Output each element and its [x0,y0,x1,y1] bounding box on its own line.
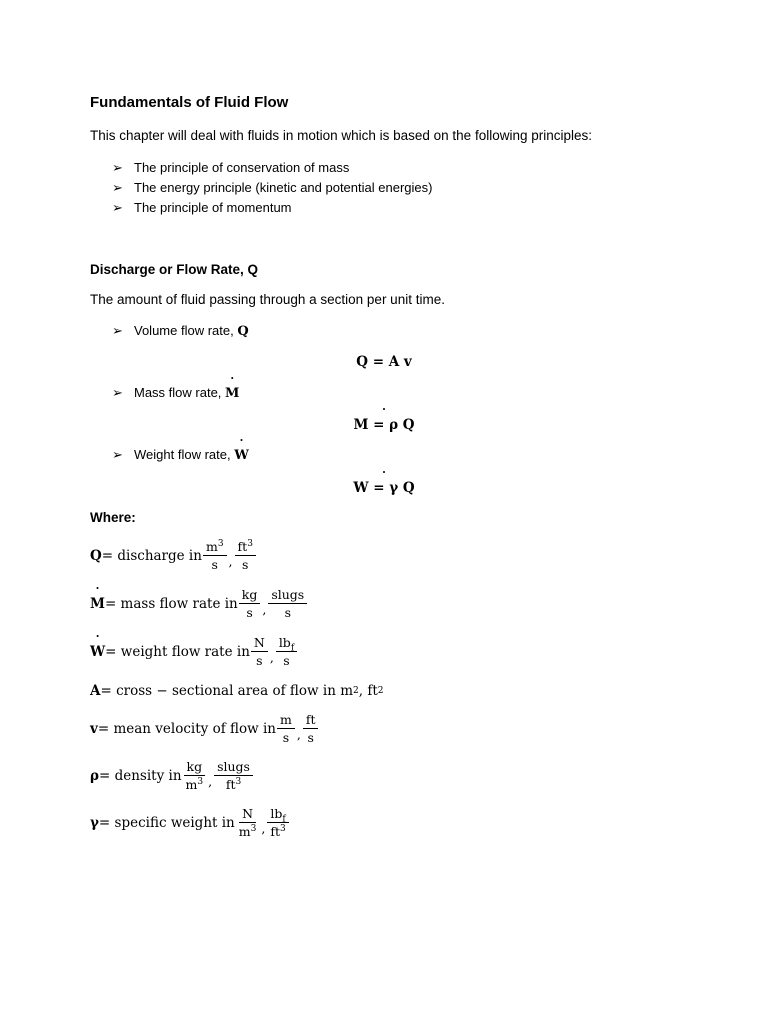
unit-fraction [276,636,297,667]
unit-denominator: ft [225,777,236,793]
unit-numerator: lb [278,635,291,650]
volume-flow-equation: Q = A v [356,354,412,370]
arrow-bullet-icon: ➢ [112,448,123,463]
where-label: Where: [90,510,136,525]
unit-denominator: s [246,605,253,621]
arrow-bullet-icon: ➢ [112,324,123,339]
definition-text: , ft [358,683,378,699]
unit-separator: , [296,727,301,743]
definition-specific-weight [90,807,290,838]
unit-denominator: s [256,653,263,669]
unit-fraction [251,636,268,667]
unit-subscript: f [290,643,295,654]
principle-item [112,200,292,216]
unit-numerator: kg [184,760,206,776]
mass-flow-equation [0,417,768,433]
unit-denominator: s [283,653,290,669]
definition-text: = discharge in [101,547,202,564]
unit-exponent: 3 [247,538,253,549]
definition-symbol: ρ [90,767,99,784]
unit-exponent: 3 [279,823,286,834]
unit-fraction [267,807,288,838]
unit-numerator: slugs [268,588,307,604]
definition-text: = specific weight in [98,814,235,831]
definition-weight-flow [90,636,298,667]
flow-rate-item [112,447,249,463]
unit-separator: , [262,602,267,618]
unit-denominator: s [307,730,314,746]
flow-rate-item [112,385,239,401]
unit-fraction [203,540,227,571]
definition-symbol: γ [90,814,99,831]
flow-rate-label: Volume flow rate, [134,323,238,338]
section-paragraph: The amount of fluid passing through a section per unit time. [90,292,445,307]
principle-text: The energy principle (kinetic and potential energies) [134,180,433,195]
flow-rate-symbol: ˙ M [225,386,239,401]
unit-fraction [236,807,260,838]
definition-text: = cross − sectional area of flow in m [100,683,354,699]
unit-numerator: m [277,713,295,729]
weight-flow-equation [0,480,768,496]
page-title: Fundamentals of Fluid Flow [90,94,289,111]
definition-velocity [90,713,319,744]
unit-numerator: m [205,539,218,554]
unit-numerator: slugs [214,760,253,776]
arrow-bullet-icon: ➢ [112,161,123,176]
unit-numerator: kg [239,588,261,604]
definition-text: = weight flow rate in [105,643,250,660]
definition-symbol: Q [90,547,102,564]
unit-denominator: s [242,557,249,573]
unit-denominator: m [238,824,251,840]
unit-fraction [239,588,261,619]
definition-text: = mass flow rate in [104,595,238,612]
unit-numerator: lb [270,806,283,821]
unit-separator: , [261,821,266,837]
unit-separator: , [269,650,274,666]
definition-symbol: A [90,683,101,699]
unit-fraction [268,588,307,619]
unit-subscript: f [282,814,286,825]
unit-numerator: ft [303,713,319,729]
flow-rate-symbol: ˙ W [234,448,249,463]
unit-denominator: ft [270,824,280,840]
unit-exponent: 3 [197,776,204,787]
definition-symbol: ˙ W [90,644,105,660]
principle-item [112,180,432,196]
definition-symbol: v [90,720,98,737]
unit-exponent: 3 [217,538,224,549]
section-heading: Discharge or Flow Rate, Q [90,262,259,277]
unit-exponent: 3 [235,776,242,787]
principle-item [112,160,349,176]
principle-text: The principle of momentum [134,200,292,215]
flow-rate-label: Weight flow rate, [134,447,235,462]
unit-denominator: s [282,730,290,746]
unit-exponent: 3 [250,823,257,834]
flow-rate-item [112,323,249,339]
arrow-bullet-icon: ➢ [112,181,123,196]
principle-text: The principle of conservation of mass [134,160,350,175]
unit-separator: , [228,554,233,570]
unit-fraction [303,713,319,744]
definition-discharge [90,540,257,571]
intro-paragraph: This chapter will deal with fluids in motion which is based on the following principles: [90,128,592,143]
arrow-bullet-icon: ➢ [112,386,123,401]
definition-area: A = cross − sectional area of flow in m 2 , ft 2 [90,683,384,699]
definition-density [90,760,254,791]
unit-denominator: s [211,557,218,573]
definition-text: = mean velocity of flow in [97,720,276,737]
unit-fraction [277,713,295,744]
unit-fraction [214,760,253,791]
definition-text: = density in [98,767,182,784]
unit-numerator: N [239,807,256,823]
weight-flow-equation-text: ˙ W = γ Q [353,480,414,496]
unit-denominator: s [284,605,291,621]
definition-mass-flow [90,588,308,619]
unit-denominator: m [185,777,198,793]
arrow-bullet-icon: ➢ [112,201,123,216]
definition-symbol: ˙ M [90,596,105,612]
flow-rate-symbol: Q [237,324,249,339]
unit-separator: , [208,774,213,790]
mass-flow-equation-text: ˙ M = ρ Q [353,417,414,433]
unit-fraction [235,540,256,571]
flow-rate-label: Mass flow rate, [134,385,226,400]
unit-numerator: N [251,636,268,652]
unit-fraction [183,760,207,791]
unit-numerator: ft [237,539,248,554]
